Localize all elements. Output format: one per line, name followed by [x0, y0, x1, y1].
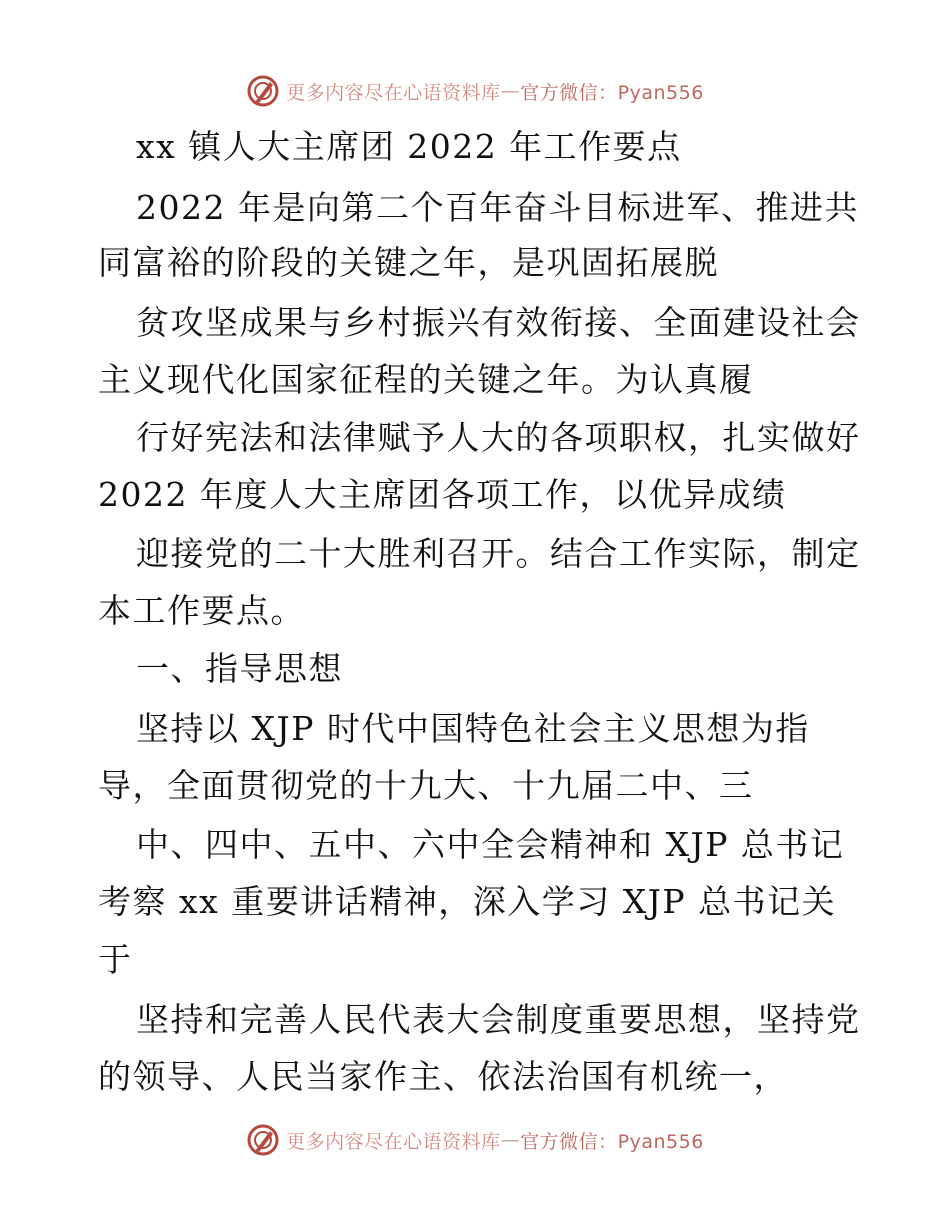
- document-title: xx 镇人大主席团 2022 年工作要点: [136, 127, 682, 166]
- banner-dash: —: [500, 1129, 521, 1151]
- paragraph-line: 本工作要点。: [98, 591, 305, 630]
- paragraph-line: 坚持以 XJP 时代中国特色社会主义思想为指: [136, 709, 810, 748]
- paragraph-line: 中、四中、五中、六中全会精神和 XJP 总书记: [136, 825, 845, 864]
- paragraph-line: 导，全面贯彻党的十九大、十九届二中、三: [98, 766, 754, 805]
- footer-watermark: [0, 1120, 950, 1160]
- paragraph-line: 迎接党的二十大胜利召开。结合工作实际，制定: [136, 534, 861, 573]
- paragraph-line: 2022 年是向第二个百年奋斗目标进军、推进共: [136, 188, 859, 227]
- banner-text: 更多内容尽在心语资料库: [286, 1130, 501, 1153]
- paragraph-line: 于: [98, 940, 133, 979]
- paragraph-line: 2022 年度人大主席团各项工作，以优异成绩: [98, 475, 787, 514]
- banner-account: 官方微信：Pyan556: [520, 1130, 704, 1153]
- banner-dash: —: [500, 80, 521, 102]
- banner-text: 更多内容尽在心语资料库: [286, 81, 501, 104]
- paragraph-line: 的领导、人民当家作主、依法治国有机统一，: [98, 1057, 788, 1096]
- paragraph-line: 坚持和完善人民代表大会制度重要思想，坚持党: [136, 1000, 861, 1039]
- pen-logo-icon: [246, 1123, 280, 1157]
- paragraph-line: 考察 xx 重要讲话精神，深入学习 XJP 总书记关: [98, 882, 837, 921]
- paragraph-line: 同富裕的阶段的关键之年，是巩固拓展脱: [98, 243, 719, 282]
- paragraph-line: 行好宪法和法律赋予人大的各项职权，扎实做好: [136, 418, 861, 457]
- banner-account: 官方微信：Pyan556: [520, 81, 704, 104]
- section-heading: 一、指导思想: [136, 649, 343, 688]
- paragraph-line: 主义现代化国家征程的关键之年。为认真履: [98, 360, 754, 399]
- paragraph-line: 贫攻坚成果与乡村振兴有效衔接、全面建设社会: [136, 303, 861, 342]
